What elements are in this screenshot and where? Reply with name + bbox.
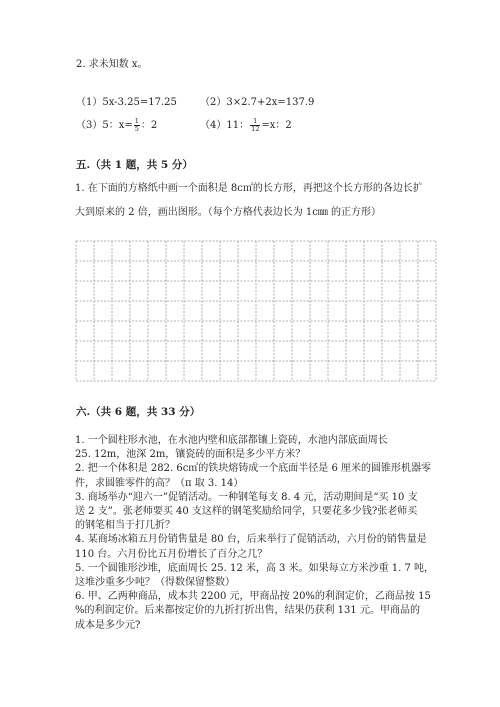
fraction-one-fifth (134, 118, 140, 133)
question-line: 1. 在下面的方格纸中画一个面积是 8c㎡的长方形，再把这个长方形的各边长扩 (75, 183, 423, 194)
section-5-heading: 五.（共 1 题，共 5 分） (76, 159, 193, 171)
fraction-numerator: 1 (250, 118, 260, 126)
question-line: 送 2 支”。张老师要买 40 支这样的钢笔奖励给同学，只要花多少钱?张老师买 (75, 506, 418, 518)
equation-3-prefix: （3）5：x= (76, 120, 133, 131)
section-6-questions (75, 434, 435, 633)
section-6-heading: 六.（共 6 题，共 33 分） (76, 406, 201, 418)
question-line: 4. 某商场冰箱五月份销售量是 80 台，后来举行了促销活动，六月份的销售量是 (75, 534, 427, 546)
question-line: 5. 一个圆锥形沙堆，底面周长 25. 12 米，高 3 米。如果每立方米沙重 1. 7 吨， (75, 562, 435, 574)
question-line: 1. 一个圆柱形水池，在水池内壁和底部都镶上瓷砖，水池内部底面周长 (75, 435, 388, 446)
question-line: 件，求圆锥零件的高？（π 取 3. 14） (75, 477, 244, 489)
equation-1: （1）5x-3.25=17.25 (76, 97, 177, 108)
question-line: 2. 把一个体积是 282. 6c㎥的铁块熔铸成一个底面半径是 6 厘米的圆锥形机器零 (75, 463, 432, 475)
fraction-one-twelfth (250, 118, 260, 133)
question-line: 大到原来的 2 倍，画出图形。（每个方格代表边长为 1c㎜ 的正方形） (75, 207, 382, 219)
question-line: 6. 甲、乙两种商品，成本共 2200 元，甲商品按 20%的利润定价，乙商品按 15 (75, 591, 431, 603)
equation-4 (200, 118, 292, 133)
question-line: 3. 商场举办“迎六一”促销活动。一种钢笔每支 8. 4 元，活动期间是“买 10 支 (75, 491, 418, 503)
question-line: 25. 12m，池深 2m，镶瓷砖的面积是多少平方米？ (75, 449, 306, 461)
equation-2: （2）3×2.7+2x=137.9 (200, 97, 315, 108)
question-line: %的利润定价。后来都按定价的九折打折出售，结果仍获利 131 元。甲商品的 (75, 605, 420, 617)
section-5-question-1 (75, 182, 430, 220)
question-2-title: 2. 求未知数 x。 (76, 59, 148, 70)
fraction-denominator: 5 (134, 125, 139, 133)
question-line: 110 台。六月份比五月份增长了百分之几？ (75, 548, 268, 560)
equation-4-suffix: =x：2 (261, 120, 292, 131)
fraction-denominator: 12 (251, 125, 260, 133)
equation-3 (76, 118, 157, 133)
square-grid (75, 240, 437, 382)
question-line: 这堆沙重多少吨？（得数保留整数） (75, 577, 235, 589)
fraction-numerator: 1 (134, 117, 139, 125)
question-line: 成本是多少元? (75, 619, 141, 631)
question-line: 的钢笔相当于打几折？ (75, 520, 175, 532)
equation-3-suffix: ：2 (140, 120, 158, 131)
equation-4-prefix: （4）11： (200, 120, 250, 131)
